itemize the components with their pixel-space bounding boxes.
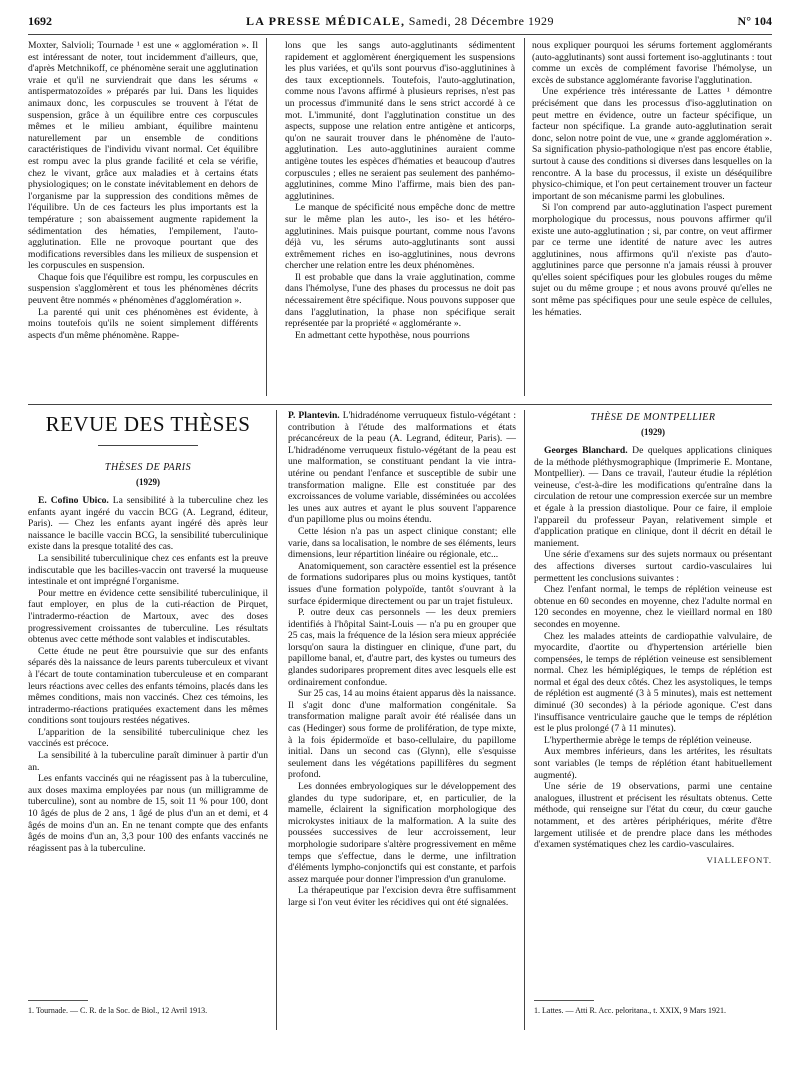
page-number: 1692 (28, 14, 52, 28)
paragraph: P. outre deux cas personnels — les deux premiers identifiés à l'hôpital Saint-Louis — n'a pu en grouper que 25 cas, mais la fréquence de la lésion sera mieux appréciée lorsqu'on saura la distinguer en clinique, d'une part, du papillome banal, et, d'autre part, des kystes ou tumeurs des glandes sudoripares proprement dites avec lesquels elle est ordinairement confondue. (288, 607, 516, 688)
footnote-tournade: 1. Tournade. — C. R. de la Soc. de Biol., 12 Avril 1913. (28, 1006, 208, 1015)
issue-number: N° 104 (737, 14, 772, 28)
paragraph: Sur 25 cas, 14 au moins étaient apparus dès la naissance. Il s'agit donc d'une malformation congénitale. Sa transformation maligne paraît avoir été réalisée dans un cas (Hedinger) sous forme de prolifération, de type mixte, à la fois épidermoïde et baso-cellulaire, du papillome initial. Dans un second cas (Glynn), elle s'esquisse seulement dans les végétations papillifères du segment profond. (288, 688, 516, 781)
section-title-montpellier: THÈSE DE MONTPELLIER (590, 412, 716, 423)
issue-date: Samedi, 28 Décembre 1929 (408, 14, 554, 28)
footnote-rule (534, 1000, 594, 1001)
page-header (28, 14, 772, 32)
year-paris: (1929) (136, 477, 160, 487)
year-montpellier: (1929) (641, 427, 665, 437)
revue-column-1 (28, 412, 268, 854)
paragraph: lons que les sangs auto-agglutinants sédimentent rapidement et agglomèrent énergiquement les suspensions les plus variées, et qu'ils sont pourvus d'iso-agglutinines à des taux exceptionnels. Toutefois, l'auto-agglutination, comme nous l'avons affirmé à plusieurs reprises, n'est pas un processus d'immunité dans le sens strict accordé à ce mot. L'immunité, dont l'agglutination constitue un des aspects, suppose une relation entre antigène et anticorps, qu'on ne saurait trouver dans le phénomène de l'auto-agglutination. Les auto-agglutinines auraient comme antigène toutes les espèces d'hématies et beaucoup d'autres corpuscules ; elles ne seraient pas seulement des panhémo-agglutinines, comme Mino l'affirme, mais bien des pan-agglutinines. (285, 40, 515, 202)
column-divider (276, 410, 277, 1030)
column-divider (524, 38, 525, 396)
signature: VIALLEFONT. (706, 854, 772, 865)
author-name: Georges Blanchard. (544, 445, 628, 456)
review-text: De quelques applications cliniques de la méthode pléthysmographique (Imprimerie E. Montane, Montpellier). — Dans ce travail, l'auteur étudie la réplétion veineuse, c'est-à-dire les modifications qu'entraîne dans la circulation de retour une compression exercée sur un membre et égale à la pression diastolique. Pour ce faire, il emploie l'appareil du professeur Payan, relativement simple et d'application pratique en clinique, dont il décrit en détail le maniement. (534, 445, 772, 549)
revue-title: REVUE DES THÈSES (45, 412, 251, 436)
paragraph: Le manque de spécificité nous empêche donc de mettre sur le même plan les auto-, les iso- et les hétéro-agglutinines. Mais puisque pourtant, comme nous l'avons déjà vu, les sérums auto-agglutinants sont aussi extrêmement riches en iso-agglutinines, nous devrons chercher une relation entre les deux phénomènes. (285, 202, 515, 272)
revue-column-2 (288, 410, 516, 909)
top-column-1 (28, 40, 258, 341)
column-divider (524, 410, 525, 1030)
revue-column-3 (534, 412, 772, 866)
paragraph: Une série d'examens sur des sujets normaux ou présentant des affections diverses surtout cardio-vasculaires lui permettent les conclusions suivantes : (534, 549, 772, 584)
paragraph: En admettant cette hypothèse, nous pourrions (295, 329, 470, 341)
section-title-paris: THÈSES DE PARIS (104, 462, 192, 473)
paragraph: La sensibilité tuberculinique chez ces enfants est la preuve indiscutable que les bacilles-vaccin ont traversé la muqueuse intestinale et ont imprégné l'organisme. (28, 552, 268, 588)
title-rule (98, 445, 198, 446)
paragraph: Il est probable que dans la vraie agglutination, comme dans l'hémolyse, l'une des phases du processus ne doit pas nécessairement être spécifique. Nous pouvons supposer que dans l'agglutination, la phase non spécifique serait représentée par la propriété « agglomérante ». (285, 271, 515, 330)
paragraph: Moxter, Salvioli; Tournade ¹ est une « agglomération ». Il est intéressant de noter, tout incidemment d'ailleurs, que, d'après Metchnikoff, ce phénomène serait une agglutination vraie et qu'il ne surviendrait que dans les sérums « antispermatozoïdes » préparés par lui. Dans les liquides animaux donc, les corpuscules se trouvent à l'état de suspension, grâce à un équilibre entre ces corpuscules mêmes et le milieu ambiant, équilibre maintenu naturellement par un ensemble de conditions caractéristiques de l'individu vivant normal. Cet équilibre est rompu avec la plus grande facilité et cela se vérifie, chez le vivant, grâce aux maladies et à certains états physiologiques; on le constate inévitablement en dehors de l'organisme par la suppression des conditions mêmes de l'équilibre. Un de ces facteurs les plus importants est la température ; son abaissement augmente rapidement la sédimentation des hématies, l'empilement, l'auto-agglutination. Elle ne provoque pourtant que des modifications reversibles dans les milieux de suspension et les corpuscules en suspension. (28, 40, 258, 272)
thesis-review-cofino (28, 495, 268, 854)
paragraph: Une série de 19 observations, parmi une centaine analogues, illustrent et précisent les résultats obtenus. Cette méthode, qui renseigne sur l'état du cœur, du cœur gauche notamment, et des artères périphériques, mérite d'être largement utilisée et de prendre place dans les méthodes d'examen systématiques chez les cardio-vasculaires. (534, 781, 772, 851)
paragraph: La thérapeutique par l'excision devra être suffisamment large si l'on veut éviter les récidives qui ont été signalées. (288, 885, 516, 908)
section-rule (28, 404, 772, 405)
paragraph: Si l'on comprend par auto-agglutination l'aspect purement morphologique du processus, nous pouvons affirmer qu'il existe une auto-agglutination ; si, par contre, on veut affirmer par ce terme une identité de nature avec les autres agglutinines, nous affirmons qu'il n'existe pas d'auto-agglutinines parce que personne n'a jamais réussi à prouver qu'elles soient spécifiques pour les globules rouges du même sujet ou du même groupe ; et nous avons prouvé qu'elles ne sont même pas spécifiques pour une seule espèce de cellules, les hématies. (532, 202, 772, 318)
paragraph: La sensibilité à la tuberculine paraît diminuer à partir d'un an. (28, 750, 268, 773)
top-column-3 (532, 40, 772, 318)
paragraph: Une expérience très intéressante de Lattes ¹ démontre précisément que dans les processus d'iso-agglutination on peut mettre en évidence, outre un facteur spécifique, un facteur non spécifique. La grande auto-agglutination serait donc, selon notre point de vue, une « grande agglomération ». Sa signification physio-pathologique n'est pas encore établie, surtout à cause des conditions si diverses dans lesquelles on la rencontre. A la base du processus, il existe un déséquilibre physico-chimique, et l'on peut certainement trouver un facteur important de son mécanisme parmi les globulines. (532, 86, 772, 202)
paragraph: Anatomiquement, son caractère essentiel est la présence de formations sudoripares plus ou moins kystiques, tantôt issues d'une formation polypoïde, tantôt s'ouvrant à la surface épidermique directement ou par un trajet fistuleux. (288, 560, 516, 607)
paragraph: Aux membres inférieurs, dans les artérites, les résultats sont variables (le temps de réplétion étant habituellement augmenté). (534, 746, 772, 781)
footnote-lattes: 1. Lattes. — Atti R. Acc. peloritana., t. XXIX, 9 Mars 1921. (534, 1006, 726, 1015)
header-rule (28, 34, 772, 35)
top-column-2 (285, 40, 515, 341)
paragraph: Les données embryologiques sur le développement des glandes du type sudoripare, et, en particulier, de la mamelle, éclairent la signification morphologique des microkystes initiaux de la malformation. A la suite des poussées successives de leur accroissement, leur morphologie sudoripare s'altère progressivement en même temps que s'effectue, dans le derme, une infiltration d'éléments lympho-conjonctifs qui est constante, et parfois assez marquée pour donner l'impression d'un granulome. (288, 781, 516, 885)
journal-header-title (28, 14, 772, 29)
paragraph: Pour mettre en évidence cette sensibilité tuberculinique, il faut employer, en plus de la cuti-réaction de Pirquet, l'intradermo-réaction de Martoux, avec des doses progressivement croissantes de tuberculine. Les résultats obtenus avec cette méthode sont valables et indiscutables. (28, 587, 268, 646)
thesis-review-blanchard (534, 445, 772, 866)
author-name: P. Plantevin. (288, 410, 340, 421)
paragraph: L'apparition de la sensibilité tuberculinique chez les vaccinés est précoce. (28, 726, 268, 750)
author-name: E. Cofino Ubico. (38, 495, 109, 506)
paragraph: nous expliquer pourquoi les sérums fortement agglomérants (auto-agglutinants) sont aussi fortement iso-agglutinants : tout comme un excès de complément favorise l'hémolyse, un excès de substance agglomérante favorise l'agglutination. (532, 40, 772, 86)
paragraph: L'hyperthermie abrège le temps de réplétion veineuse. (544, 734, 752, 746)
review-text: La sensibilité à la tuberculine chez les enfants ayant ingéré du vaccin BCG (A. Legrand, éditeur, Paris). — Chez les enfants ayant ingéré dès après leur naissance le bacille vaccin BCG, la sensibilité tuberculinique existe dans la presque totalité des cas. (28, 495, 268, 553)
paragraph: Chaque fois que l'équilibre est rompu, les corpuscules en suspension s'agglomèrent et tous les phénomènes décrits peuvent être nommés « phénomènes d'agglomération ». (28, 271, 258, 307)
paragraph: Chez les malades atteints de cardiopathie valvulaire, de myocardite, d'aortite ou d'hypertension artérielle bien compensées, le temps de réplétion veineuse est sensiblement normal. Chez les hémiplégiques, le temps de réplétion est normal et égal des deux côtés. Chez les asystoliques, le temps de réplétion est augmenté (3 à 5 minutes), mais est nettement diminué (30 secondes) à la période agonique. C'est dans l'insuffisance ventriculaire gauche que le temps de réplétion est le plus prolongé (7 à 11 minutes). (534, 630, 772, 735)
column-divider (266, 38, 267, 396)
paragraph: La parenté qui unit ces phénomènes est évidente, à moins toutefois qu'ils ne soient simplement différents aspects d'un même phénomène. Rappe- (28, 306, 258, 341)
paragraph: Cette étude ne peut être poursuivie que sur des enfants séparés dès la naissance de leurs parents tuberculeux et vivant à l'écart de toute contamination tuberculeuse et en comparant leurs réactions avec celles des enfants témoins, placés dans les mêmes conditions, mais non vaccinés. Chez ces témoins, les intradermo-réactions pratiquées exactement dans les mêmes conditions sont toujours restées négatives. (28, 645, 268, 727)
paragraph: Cette lésion n'a pas un aspect clinique constant; elle varie, dans sa localisation, le nombre de ses éléments, leurs dimensions, leur répartition linéaire ou régionale, etc... (288, 525, 516, 561)
journal-title: LA PRESSE MÉDICALE, (246, 14, 406, 28)
review-text: L'hidradénome verruqueux fistulo-végétant : contribution à l'étude des malformations et états précancéreux de la peau (A. Legrand, éditeur, Paris). — L'hidradénome verruqueux fistulo-végétant de la peau est une malformation, se constituant pendant la vie intra-utérine ou pendant l'enfance et susceptible de subir une transformation maligne. Elle est constituée par des excroissances de volume variable, disséminées ou accolées les unes aux autres et ayant le plus souvent l'apparence d'un papillome plus ou moins étendu. (288, 410, 516, 526)
footnote-rule (28, 1000, 88, 1001)
paragraph: Les enfants vaccinés qui ne réagissent pas à la tuberculine, aux doses maxima employées par nous (un milligramme de tuberculine), sont au nombre de 15, soit 11 % pour 100, dont 10 âgés de plus de 2 ans, 1 âgé de plus d'un an et demi, et 4 âgés de moins d'un an. En ne tenant compte que des enfants âgés de moins d'un an, 3,3 pour 100 des enfants vaccinés ne réagissent pas à la tuberculine. (28, 773, 268, 854)
paragraph: Chez l'enfant normal, le temps de réplétion veineuse est obtenue en 60 secondes en moyenne, chez l'adulte normal en 120 secondes en moyenne, chez le vieillard normal en 180 secondes en moyenne. (534, 584, 772, 630)
